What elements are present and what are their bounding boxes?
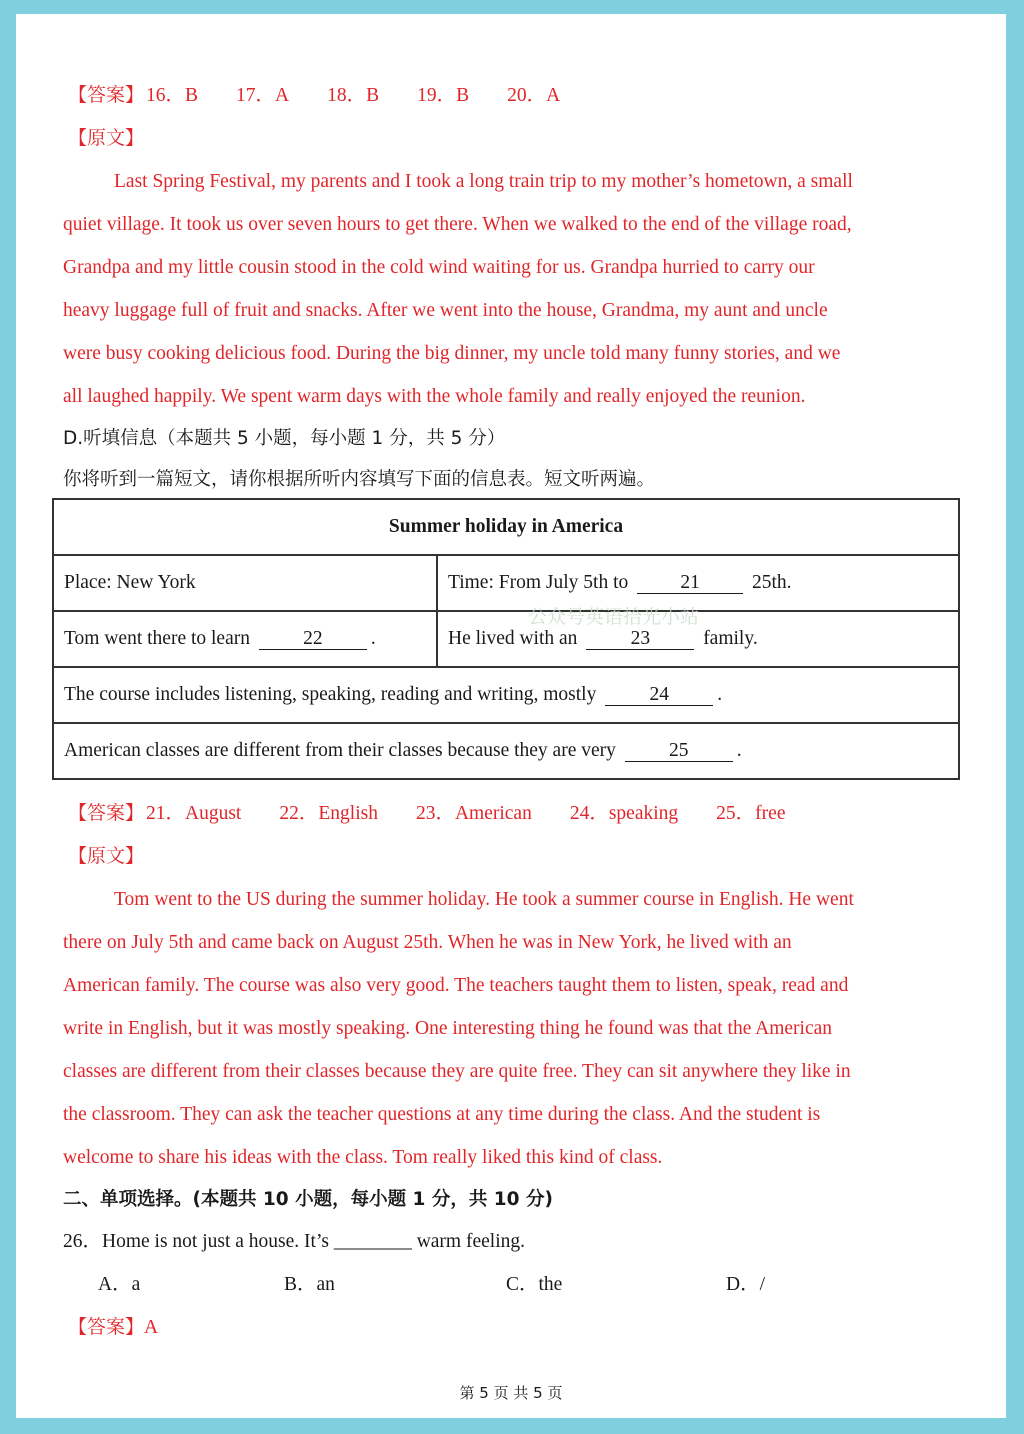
table-cell-learn: Tom went there to learn 22 . [53, 611, 437, 667]
document-page [16, 14, 1006, 1418]
answer-label: 【答案】 [68, 1316, 145, 1338]
blank-25: 25 [625, 741, 733, 762]
table-cell-classes: American classes are different from their classes because they are very 25 . [53, 723, 959, 779]
answer-item: 19．B [417, 85, 470, 106]
passage-line: classes are different from their classes because they are quite free. They can sit anywhere they like in [63, 1061, 851, 1082]
info-table [52, 498, 960, 780]
answer-item: 20．A [507, 85, 561, 106]
question-26-stem: 26．Home is not just a house. It’s ________ warm feeling. [63, 1231, 525, 1252]
answer-label: 【答案】 [68, 84, 145, 106]
watermark: 公众号英语拾光小站 [528, 606, 700, 628]
section-d-instruction: 你将听到一篇短文，请你根据所听内容填写下面的信息表。短文听两遍。 [63, 469, 656, 490]
answer-line-3 [68, 1306, 158, 1349]
passage-line: quiet village. It took us over seven hours to get there. When we walked to the end of the village road, [63, 214, 852, 235]
passage-line: Tom went to the US during the summer holiday. He took a summer course in English. He went [114, 889, 854, 910]
answer-item: 24．speaking [569, 803, 679, 824]
passage-line: all laughed happily. We spent warm days with the whole family and really enjoyed the reunion. [63, 386, 806, 407]
passage-line: Grandpa and my little cousin stood in the cold wind waiting for us. Grandpa hurried to carry our [63, 257, 815, 278]
question-26-options [16, 1263, 1006, 1306]
answer-item: 21．August [146, 803, 242, 824]
original-text-label: 【原文】 [68, 845, 145, 867]
option-b: B．an [284, 1274, 335, 1295]
answer-line-1 [68, 74, 598, 117]
original-text-label: 【原文】 [68, 127, 145, 149]
option-d: D．/ [726, 1274, 766, 1295]
answer-item: 25．free [716, 803, 786, 824]
table-cell-place: Place: New York [53, 555, 437, 611]
passage-line: heavy luggage full of fruit and snacks. After we went into the house, Grandma, my aunt and uncle [63, 300, 828, 321]
page-footer: 第 5 页 共 5 页 [459, 1384, 563, 1402]
answer-label: 【答案】 [68, 802, 145, 824]
answer-line-2 [68, 792, 823, 835]
passage-line: were busy cooking delicious food. During the big dinner, my uncle told many funny stories, and we [63, 343, 841, 364]
passage-line: American family. The course was also very good. The teachers taught them to listen, speak, read and [63, 975, 849, 996]
blank-22: 22 [259, 629, 367, 650]
answer-item: 18．B [327, 85, 380, 106]
table-cell-time: Time: From July 5th to 21 25th. [437, 555, 959, 611]
passage-line: there on July 5th and came back on August 25th. When he was in New York, he lived with an [63, 932, 792, 953]
answer-item: 23．American [415, 803, 532, 824]
table-title: Summer holiday in America [53, 499, 959, 555]
passage-line: write in English, but it was mostly speaking. One interesting thing he found was that the American [63, 1018, 833, 1039]
blank-24: 24 [605, 685, 713, 706]
answer-item: 17．A [236, 85, 290, 106]
answer-item: 22．English [279, 803, 378, 824]
answer-value: A [144, 1317, 159, 1338]
answer-item: 16．B [146, 85, 199, 106]
option-a: A．a [98, 1274, 141, 1295]
section-2-heading: 二、单项选择。(本题共 10 小题，每小题 1 分，共 10 分) [63, 1189, 553, 1210]
passage-line: Last Spring Festival, my parents and I took a long train trip to my mother’s hometown, a small [114, 171, 853, 192]
passage-line: welcome to share his ideas with the class. Tom really liked this kind of class. [63, 1147, 663, 1168]
section-d-heading: D.听填信息（本题共 5 小题，每小题 1 分，共 5 分） [63, 428, 506, 449]
passage-line: the classroom. They can ask the teacher questions at any time during the class. And the student is [63, 1104, 821, 1125]
table-cell-lived: He lived with an 23 family. [437, 611, 959, 667]
blank-21: 21 [637, 573, 743, 594]
table-cell-course: The course includes listening, speaking, reading and writing, mostly 24 . [53, 667, 959, 723]
option-c: C．the [506, 1274, 563, 1295]
blank-23: 23 [586, 629, 694, 650]
